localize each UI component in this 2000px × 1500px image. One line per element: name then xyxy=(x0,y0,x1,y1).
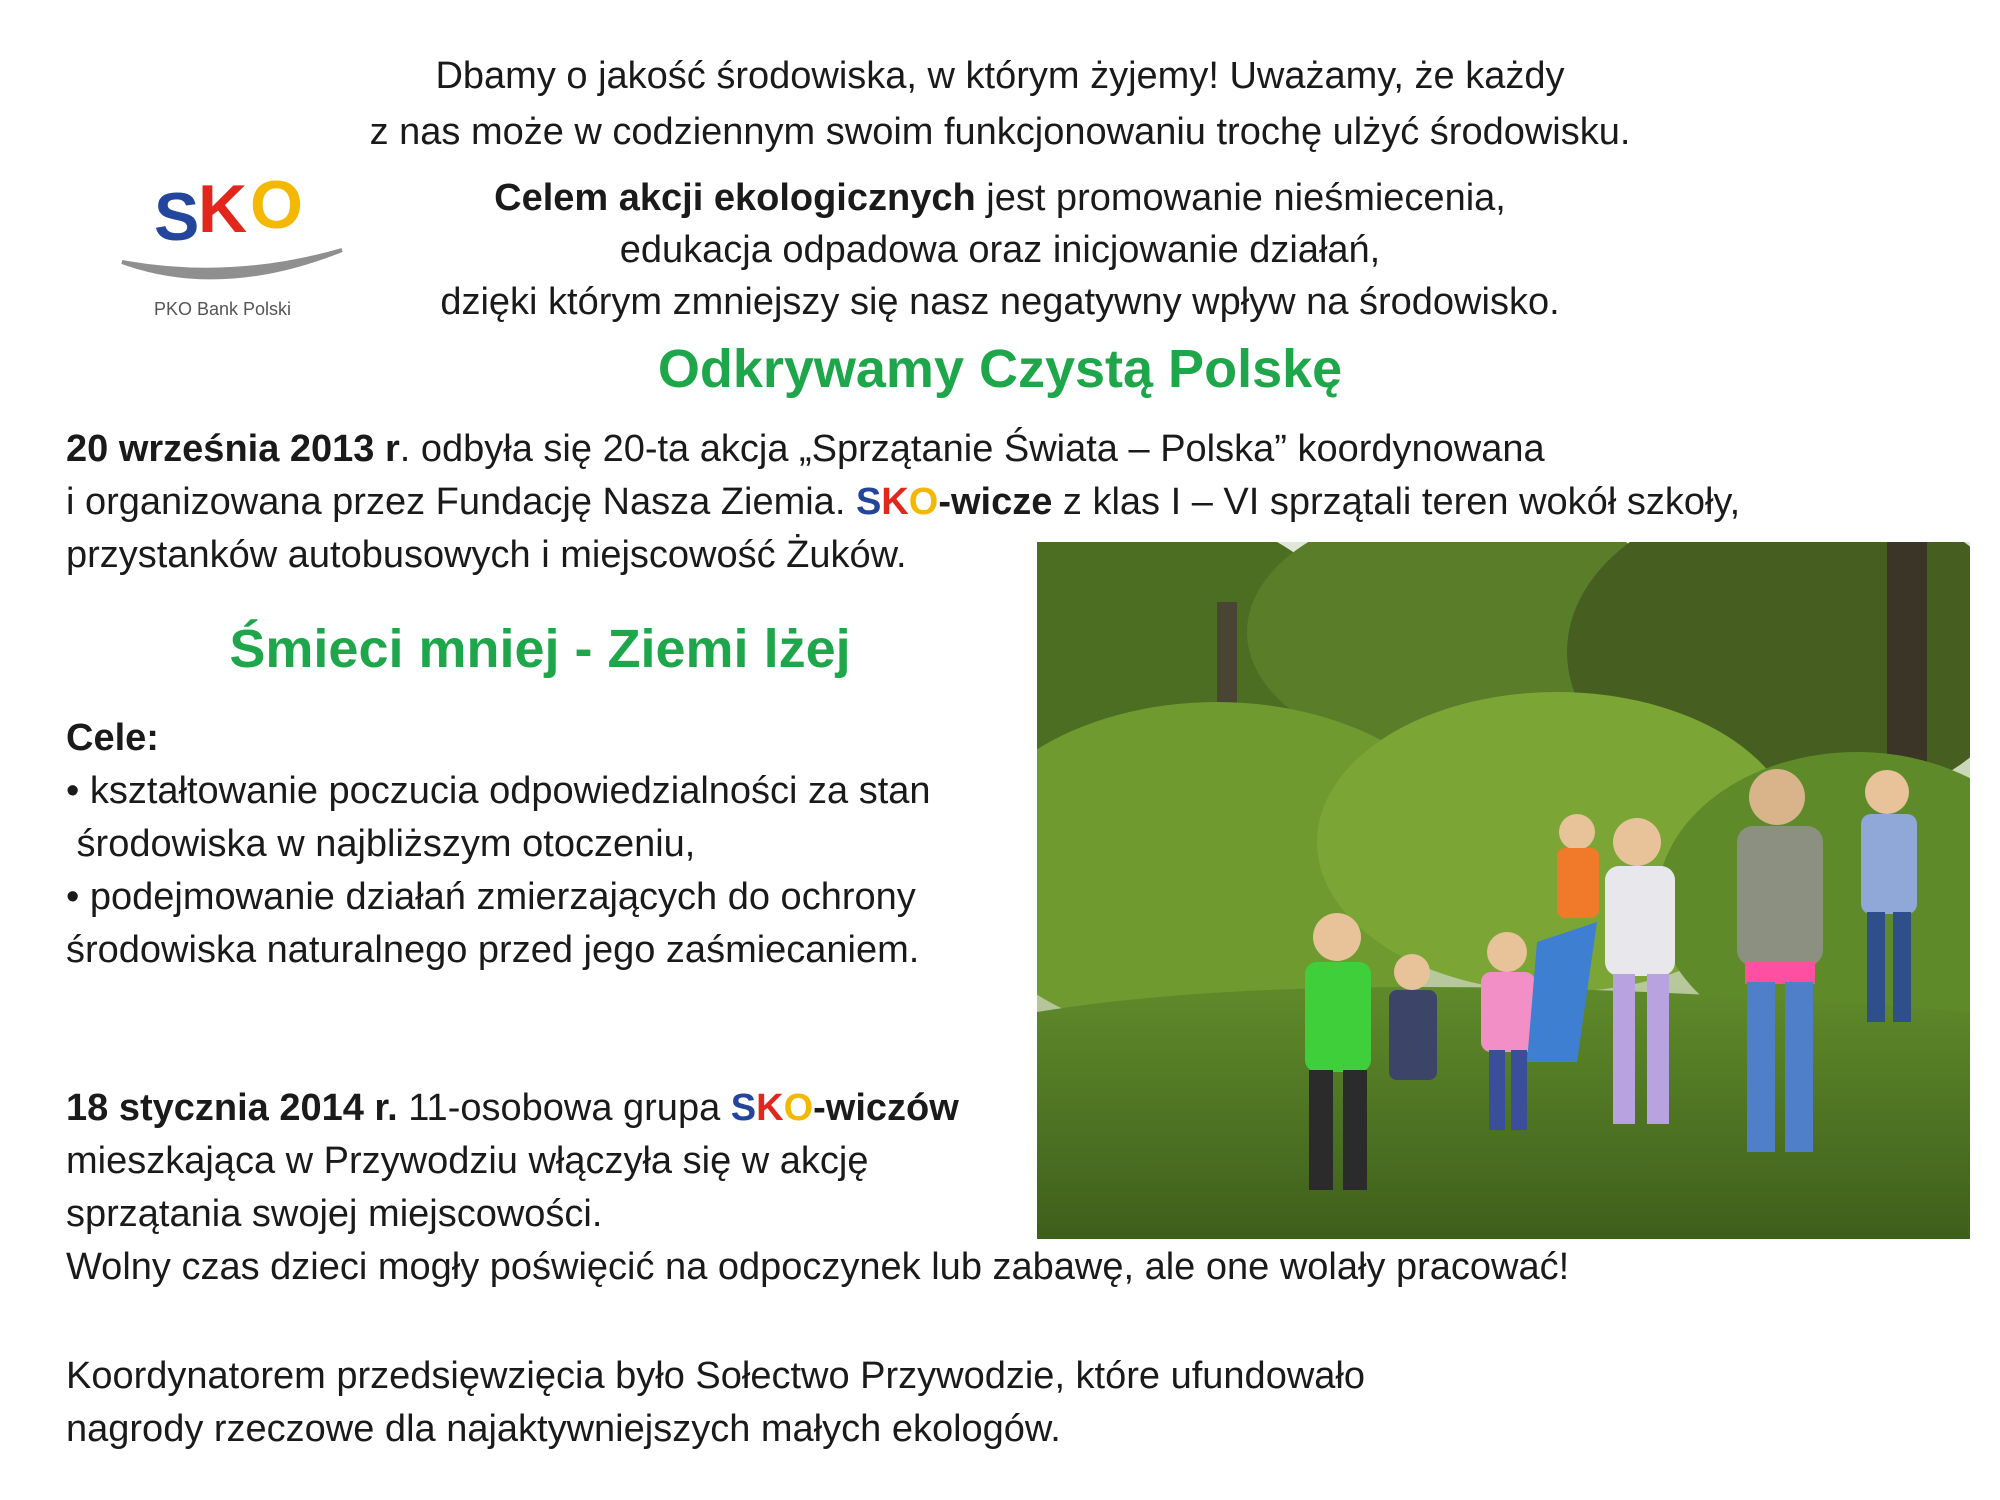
sko-letter-k-2: K xyxy=(756,1087,784,1129)
child-orange-top xyxy=(1557,814,1599,918)
goal-bold: Celem akcji ekologicznych xyxy=(494,177,976,219)
child-dark-jacket xyxy=(1389,954,1437,1080)
section1-line-3: przystanków autobusowych i miejscowość Żuków. xyxy=(66,534,907,576)
sko-letter-k: K xyxy=(881,481,909,523)
goal-line-2: edukacja odpadowa oraz inicjowanie działań, xyxy=(619,229,1381,271)
goal-line-3: dzięki którym zmniejszy się nasz negatywny wpływ na środowisko. xyxy=(440,281,1560,323)
section1-date: 20 września 2013 r xyxy=(66,428,400,470)
sko-suffix-2: -wiczów xyxy=(813,1087,959,1129)
logo-letter-k: K xyxy=(198,171,248,247)
section2-text-1: 11-osobowa grupa xyxy=(397,1087,731,1129)
goal-line-1 xyxy=(0,172,2000,224)
sko-letter-o: O xyxy=(908,481,939,523)
section1-text-3: z klas I – VI sprzątali teren wokół szkoły, xyxy=(1052,481,1741,523)
sko-letter-o-2: O xyxy=(783,1087,814,1129)
section2-line-3: sprzątania swojej miejscowości. xyxy=(66,1193,603,1235)
goal-statement xyxy=(0,172,2000,328)
logo-caption: PKO Bank Polski xyxy=(154,299,292,319)
intro-text xyxy=(0,48,2000,160)
heading-smieci: Śmieci mniej - Ziemi lżej xyxy=(229,619,851,679)
goal-item-1-line-1: • kształtowanie poczucia odpowiedzialności za stan xyxy=(66,770,931,812)
logo-letter-s: S xyxy=(154,179,200,255)
section2-date: 18 stycznia 2014 r. xyxy=(66,1087,398,1129)
goal-item-2-line-1: • podejmowanie działań zmierzających do ochrony xyxy=(66,876,916,918)
sko-suffix: -wicze xyxy=(938,481,1053,523)
section2-line-2: mieszkająca w Przywodziu włączyła się w akcję xyxy=(66,1140,869,1182)
section-january xyxy=(66,1082,1946,1294)
goals-title xyxy=(66,712,1046,765)
heading-odkrywamy: Odkrywamy Czystą Polskę xyxy=(657,339,1343,399)
goal-item-1-line-2: środowiska w najbliższym otoczeniu, xyxy=(66,823,696,865)
logo-letter-o: O xyxy=(250,170,303,243)
sko-letter-s-2: S xyxy=(730,1087,757,1129)
section1-line-1 xyxy=(66,423,1946,476)
intro-line-1: Dbamy o jakość środowiska, w którym żyjemy! Uważamy, że każdy xyxy=(435,55,1565,97)
goal-line-1-rest: jest promowanie nieśmiecenia, xyxy=(975,177,1506,219)
section1-text-2: i organizowana przez Fundację Nasza Ziemia. xyxy=(66,481,856,523)
intro-line-2: z nas może w codziennym swoim funkcjonowaniu trochę ulżyć środowisku. xyxy=(369,111,1631,153)
sko-letter-s: S xyxy=(855,481,882,523)
goal-item-2-line-2: środowiska naturalnego przed jego zaśmiecaniem. xyxy=(66,929,920,971)
section2-line-1 xyxy=(66,1082,1946,1135)
section1-line-2 xyxy=(66,476,1946,529)
section2-line-4: Wolny czas dzieci mogły poświęcić na odpoczynek lub zabawę, ale one wolały pracować! xyxy=(66,1246,1570,1288)
section1-text-1: . odbyła się 20-ta akcja „Sprzątanie Świata – Polska” koordynowana xyxy=(399,428,1545,470)
goals-list xyxy=(66,712,1046,977)
goals-title-text: Cele: xyxy=(66,717,159,759)
section3-line-1: Koordynatorem przedsięwzięcia było Sołectwo Przywodzie, które ufundowało xyxy=(66,1355,1365,1397)
section3-line-2: nagrody rzeczowe dla najaktywniejszych małych ekologów. xyxy=(66,1408,1061,1450)
section-coordinator xyxy=(66,1350,1946,1456)
